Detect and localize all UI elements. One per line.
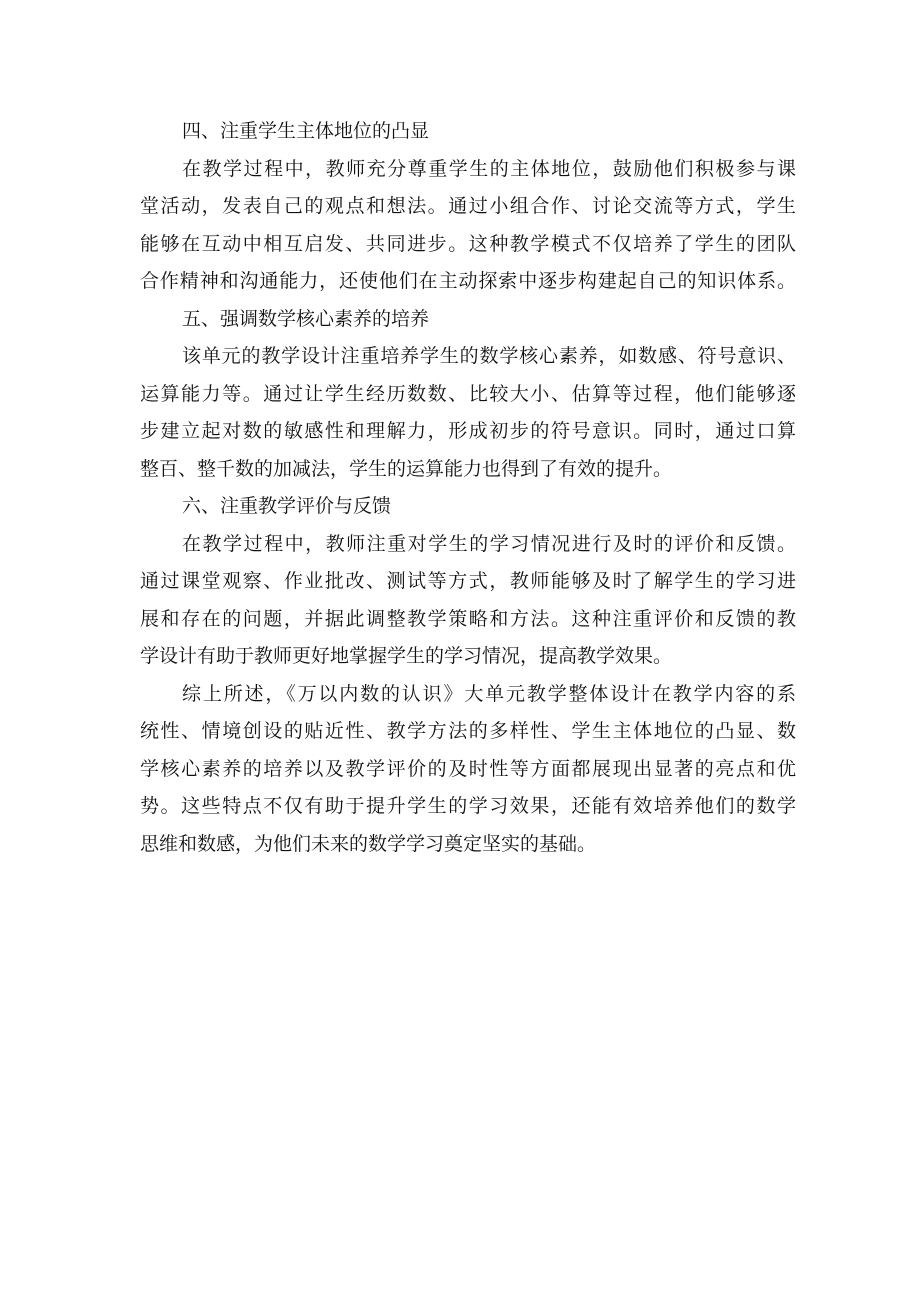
text-line: 整百、整千数的加减法，学生的运算能力也得到了有效的提升。 <box>140 457 673 480</box>
document-body <box>140 113 796 863</box>
text-line: 势。这些特点不仅有助于提升学生的学习效果，还能有效培养他们的数学 <box>140 795 796 817</box>
text-line: 在教学过程中，教师注重对学生的学习情况进行及时的评价和反馈。 <box>182 532 796 555</box>
text-line: 五、强调数学核心素养的培养 <box>182 307 430 330</box>
text-line: 综上所述，《万以内数的认识》大单元教学整体设计在教学内容的系 <box>182 682 796 705</box>
text-line: 学设计有助于教师更好地掌握学生的学习情况，提高教学效果。 <box>140 645 673 667</box>
text-line: 能够在互动中相互启发、共同进步。这种教学模式不仅培养了学生的团队 <box>140 232 796 255</box>
text-line: 思维和数感，为他们未来的数学学习奠定坚实的基础。 <box>140 832 597 855</box>
text-line: 四、注重学生主体地位的凸显 <box>182 120 430 142</box>
text-line: 在教学过程中，教师充分尊重学生的主体地位，鼓励他们积极参与课 <box>182 157 796 180</box>
text-line: 该单元的教学设计注重培养学生的数学核心素养，如数感、符号意识、 <box>182 345 796 367</box>
text-line: 展和存在的问题，并据此调整教学策略和方法。这种注重评价和反馈的教 <box>140 607 796 630</box>
text-line: 合作精神和沟通能力，还使他们在主动探索中逐步构建起自己的知识体系。 <box>140 270 796 292</box>
text-line: 步建立起对数的敏感性和理解力，形成初步的符号意识。同时，通过口算 <box>140 420 796 442</box>
text-line: 统性、情境创设的贴近性、教学方法的多样性、学生主体地位的凸显、数 <box>140 720 796 742</box>
text-line: 六、注重教学评价与反馈 <box>182 495 392 517</box>
text-line: 通过课堂观察、作业批改、测试等方式，教师能够及时了解学生的学习进 <box>140 570 796 592</box>
text-line: 学核心素养的培养以及教学评价的及时性等方面都展现出显著的亮点和优 <box>140 757 796 780</box>
text-line: 堂活动，发表自己的观点和想法。通过小组合作、讨论交流等方式，学生 <box>140 195 796 217</box>
text-line: 运算能力等。通过让学生经历数数、比较大小、估算等过程，他们能够逐 <box>140 382 796 405</box>
